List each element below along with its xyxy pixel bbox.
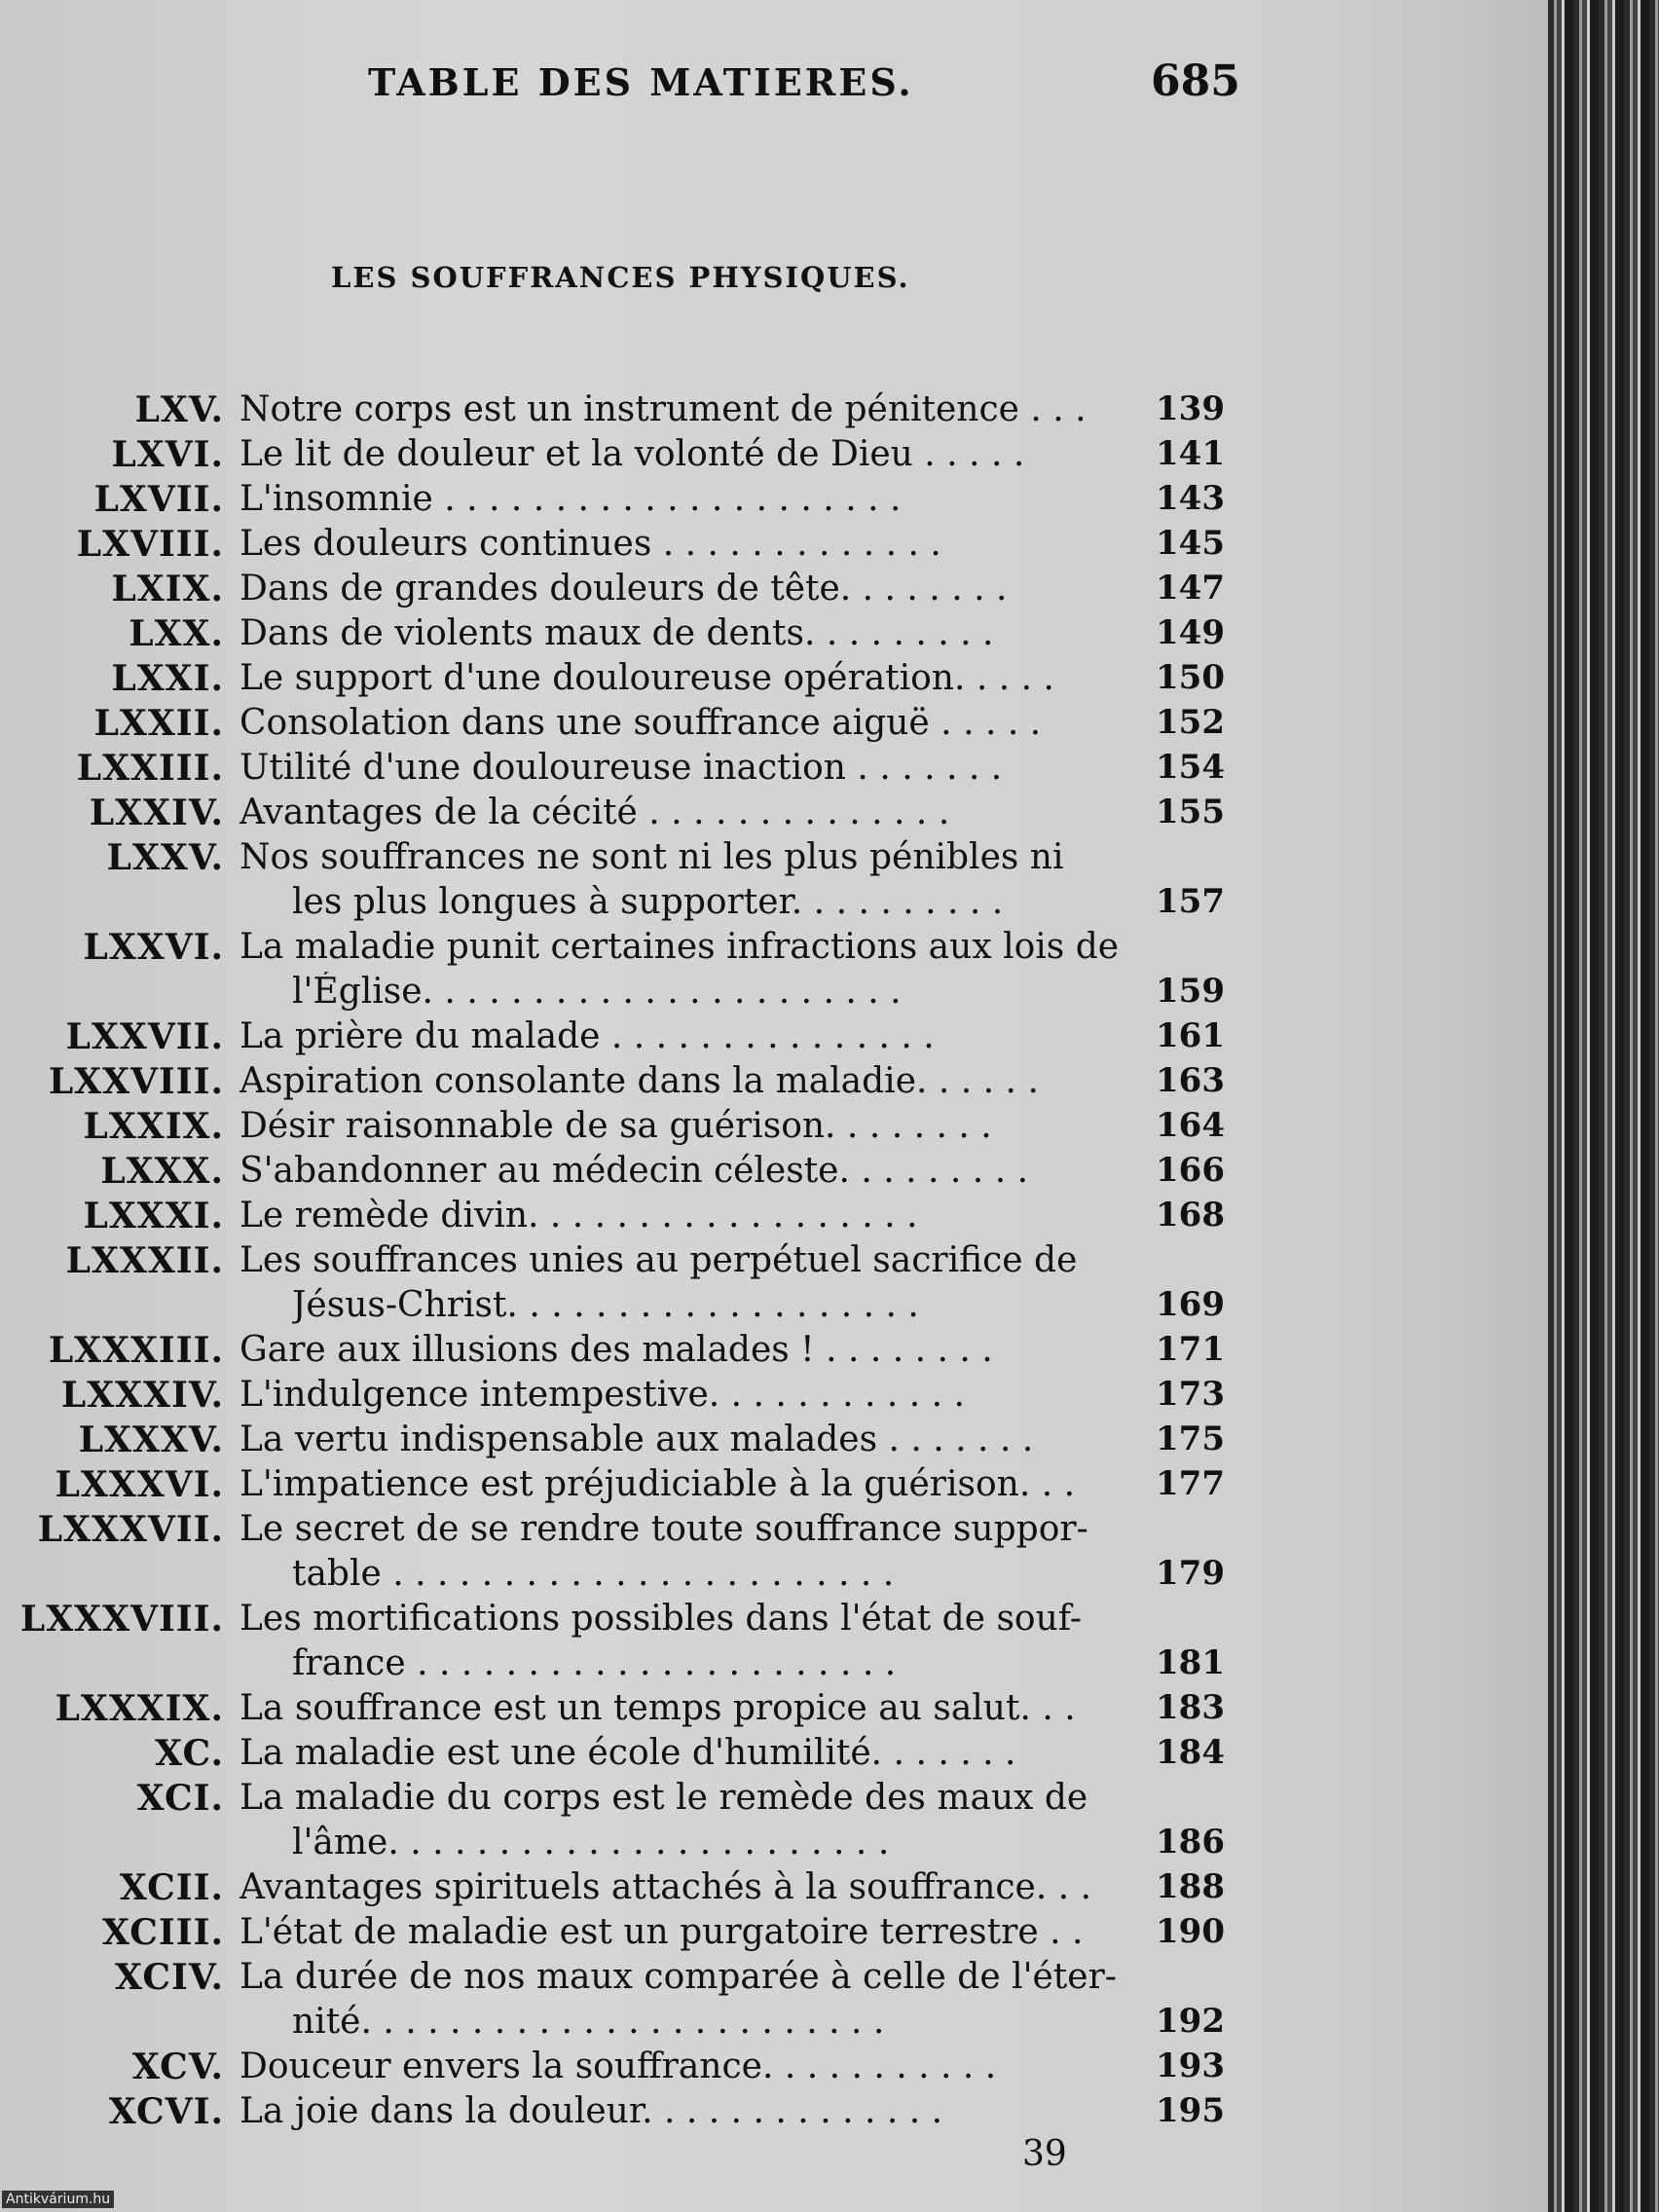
chapter-title: La prière du malade . . . . . . . . . . . . . . . [240,1016,935,1056]
chapter-title: Les douleurs continues . . . . . . . . . . . . . [240,524,941,564]
chapter-number: LXVIII. [76,524,224,565]
toc-row [0,837,1256,880]
chapter-page: 179 [1156,1554,1225,1593]
chapter-title: Gare aux illusions des malades ! . . . . . . . . [240,1330,993,1370]
toc-row [0,1061,1256,1104]
chapter-title: La joie dans la douleur. . . . . . . . . . . . . . [240,2091,943,2131]
section-title: LES SOUFFRANCES PHYSIQUES. [331,261,910,294]
chapter-title: Avantages de la cécité . . . . . . . . . . . . . . [240,793,950,832]
book-binding-edge [1548,0,1659,2212]
chapter-number: LXXXIV. [60,1375,224,1416]
toc-row [0,1733,1256,1776]
chapter-title: Dans de grandes douleurs de tête. . . . . . . . [240,569,1008,608]
toc-row [0,389,1256,432]
chapter-number: LXXI. [111,658,224,699]
toc-row [0,524,1256,567]
toc-row [0,1330,1256,1373]
chapter-title: Nos souffrances ne sont ni les plus pénibles ni [240,837,1064,877]
chapter-title: Aspiration consolante dans la maladie. . . . . . [240,1061,1039,1101]
chapter-title: table . . . . . . . . . . . . . . . . . . . . . . . [292,1554,895,1594]
toc-row [0,748,1256,791]
toc-row [0,1106,1256,1149]
chapter-title: Dans de violents maux de dents. . . . . . . . . [240,613,994,653]
chapter-page: 150 [1156,658,1225,697]
chapter-title: La maladie punit certaines infractions aux lois de [240,927,1120,967]
chapter-page: 164 [1156,1106,1225,1145]
watermark: Antikvárium.hu [2,2191,114,2208]
chapter-number: LXXIII. [76,748,224,789]
toc-row [0,1151,1256,1194]
toc-row-continuation [0,2002,1256,2045]
toc-row-continuation [0,1823,1256,1865]
chapter-page: 145 [1156,524,1225,563]
chapter-number: XCIII. [101,1912,224,1953]
chapter-title: L'indulgence intempestive. . . . . . . . . . . . [240,1375,965,1415]
toc-row-continuation [0,1285,1256,1328]
chapter-number: XCI. [136,1778,224,1819]
chapter-title: l'Église. . . . . . . . . . . . . . . . . . . . . . [292,972,902,1012]
chapter-number: LXXXVI. [55,1464,224,1505]
toc-row [0,2046,1256,2089]
toc-row [0,1957,1256,2000]
toc-row [0,1240,1256,1283]
chapter-number: LXXXVII. [37,1509,224,1550]
chapter-title: La durée de nos maux comparée à celle de l'éter- [240,1957,1117,1997]
chapter-number: LXXVII. [65,1016,224,1057]
chapter-title: La vertu indispensable aux malades . . . . . . . [240,1419,1034,1459]
chapter-page: 161 [1156,1016,1225,1055]
chapter-title: france . . . . . . . . . . . . . . . . . . . . . . [292,1643,897,1683]
chapter-title: les plus longues à supporter. . . . . . . . . . [292,882,1004,922]
chapter-title: nité. . . . . . . . . . . . . . . . . . . . . . . . [292,2002,885,2042]
chapter-page: 181 [1156,1643,1225,1682]
chapter-title: Jésus-Christ. . . . . . . . . . . . . . . . . . . [292,1285,919,1325]
chapter-title: Le support d'une douloureuse opération. . . . . [240,658,1054,698]
chapter-page: 139 [1156,389,1225,428]
chapter-title: Les mortifications possibles dans l'état de souf- [240,1599,1082,1639]
chapter-number: LXXII. [93,703,224,744]
chapter-title: Les souffrances unies au perpétuel sacrifice de [240,1240,1078,1280]
chapter-title: La maladie du corps est le remède des maux de [240,1778,1088,1818]
chapter-number: LXXXI. [83,1196,224,1236]
chapter-title: L'insomnie . . . . . . . . . . . . . . . . . . . . . [240,479,902,519]
chapter-title: Le lit de douleur et la volonté de Dieu . . . . . [240,434,1025,474]
chapter-title: Consolation dans une souffrance aiguë . . . . . [240,703,1042,743]
toc-row-continuation [0,972,1256,1014]
chapter-page: 183 [1156,1688,1225,1727]
running-head: TABLE DES MATIERES. [368,60,914,104]
chapter-title: Avantages spirituels attachés à la souffrance. . . [240,1867,1092,1907]
chapter-page: 163 [1156,1061,1225,1100]
chapter-number: LXV. [134,389,224,430]
chapter-number: LXXVIII. [48,1061,224,1102]
toc-row [0,1599,1256,1641]
chapter-page: 152 [1156,703,1225,742]
chapter-page: 143 [1156,479,1225,518]
chapter-title: l'âme. . . . . . . . . . . . . . . . . . . . . . . [292,1823,890,1862]
toc-row [0,658,1256,701]
chapter-number: LXXXIX. [55,1688,224,1729]
chapter-page: 141 [1156,434,1225,473]
page-number: 685 [1151,56,1240,106]
toc-row [0,569,1256,611]
chapter-page: 190 [1156,1912,1225,1951]
toc-row [0,1509,1256,1552]
toc-row [0,434,1256,477]
chapter-title: S'abandonner au médecin céleste. . . . . . . . . [240,1151,1029,1191]
chapter-page: 169 [1156,1285,1225,1324]
chapter-title: Notre corps est un instrument de pénitence . . . [240,389,1087,429]
chapter-number: LXXXV. [78,1419,224,1460]
chapter-number: XCVI. [108,2091,224,2132]
toc-row [0,927,1256,970]
chapter-page: 192 [1156,2002,1225,2041]
toc-row [0,1464,1256,1507]
toc-row [0,1778,1256,1821]
chapter-number: LXXXII. [65,1240,224,1281]
toc-row [0,1419,1256,1462]
chapter-title: La maladie est une école d'humilité. . . . . . . [240,1733,1016,1773]
toc-row [0,2091,1256,2134]
chapter-number: XC. [155,1733,224,1774]
chapter-number: XCIV. [115,1957,224,1998]
chapter-number: LXVII. [93,479,224,520]
chapter-title: Le remède divin. . . . . . . . . . . . . . . . . . [240,1196,918,1235]
toc-row [0,1912,1256,1955]
chapter-number: LXXV. [106,837,224,878]
chapter-title: Douceur envers la souffrance. . . . . . . . . . . [240,2046,997,2086]
toc-row [0,1196,1256,1238]
chapter-page: 177 [1156,1464,1225,1503]
toc-row-continuation [0,1643,1256,1686]
chapter-number: LXXX. [100,1151,224,1192]
chapter-page: 168 [1156,1196,1225,1235]
chapter-title: L'état de maladie est un purgatoire terrestre . . [240,1912,1084,1952]
chapter-page: 195 [1156,2091,1225,2130]
toc-row [0,703,1256,746]
chapter-title: Désir raisonnable de sa guérison. . . . . . . . [240,1106,992,1146]
chapter-page: 171 [1156,1330,1225,1369]
chapter-title: L'impatience est préjudiciable à la guérison. . . [240,1464,1076,1504]
chapter-title: Le secret de se rendre toute souffrance suppor- [240,1509,1088,1549]
chapter-page: 155 [1156,793,1225,831]
chapter-page: 147 [1156,569,1225,608]
chapter-number: LXX. [129,613,224,654]
chapter-page: 188 [1156,1867,1225,1906]
toc-row [0,1375,1256,1418]
chapter-page: 184 [1156,1733,1225,1772]
chapter-number: XCII. [119,1867,224,1908]
chapter-page: 166 [1156,1151,1225,1190]
chapter-page: 154 [1156,748,1225,787]
chapter-page: 149 [1156,613,1225,652]
chapter-title: La souffrance est un temps propice au salut. . . [240,1688,1076,1728]
chapter-page: 193 [1156,2046,1225,2085]
toc-row [0,613,1256,656]
chapter-page: 157 [1156,882,1225,921]
chapter-number: LXIX. [111,569,224,609]
toc-row [0,479,1256,522]
chapter-page: 186 [1156,1823,1225,1862]
chapter-number: LXXVI. [83,927,224,968]
toc-row [0,1016,1256,1059]
chapter-page: 159 [1156,972,1225,1011]
chapter-page: 173 [1156,1375,1225,1414]
chapter-title: Utilité d'une douloureuse inaction . . . . . . . [240,748,1003,788]
chapter-number: LXVI. [111,434,224,475]
toc-row [0,1688,1256,1731]
chapter-page: 175 [1156,1419,1225,1458]
chapter-number: LXXIX. [83,1106,224,1147]
toc-row [0,1867,1256,1910]
toc-row-continuation [0,1554,1256,1597]
chapter-number: LXXXVIII. [19,1599,224,1640]
toc-row [0,793,1256,835]
chapter-number: XCV. [131,2046,224,2087]
signature-mark: 39 [1022,2134,1067,2174]
chapter-number: LXXXIII. [48,1330,224,1371]
toc-row-continuation [0,882,1256,925]
chapter-number: LXXIV. [89,793,224,833]
